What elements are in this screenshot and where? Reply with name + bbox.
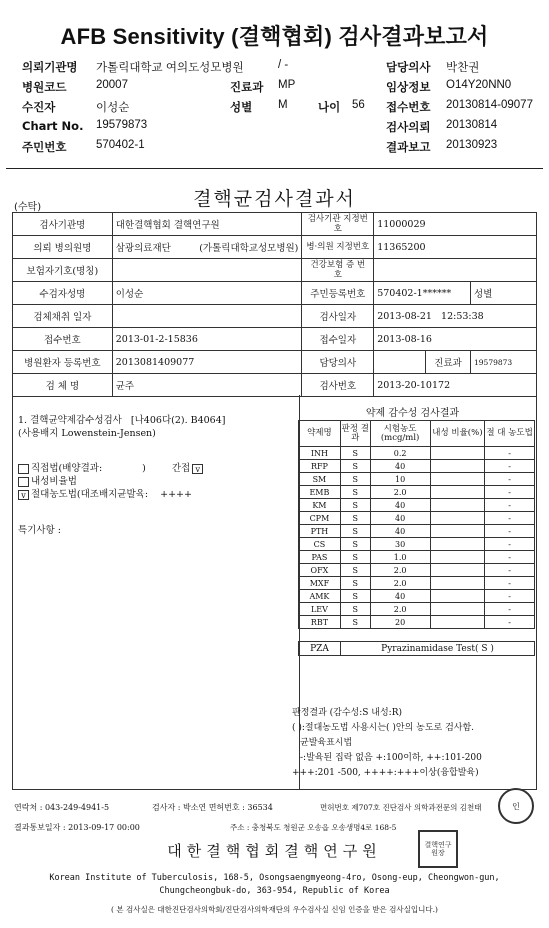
resistance-ratio xyxy=(430,538,485,551)
absolute-result: - xyxy=(485,564,535,577)
cell-label: 접수번호 xyxy=(13,328,113,351)
report-title: 결핵균검사결과서 xyxy=(193,188,356,210)
checkbox-proportion[interactable] xyxy=(18,477,29,487)
pza-label: PZA xyxy=(299,642,341,656)
absolute-result: - xyxy=(485,473,535,486)
result-row xyxy=(299,616,535,629)
value-department: MP xyxy=(278,79,296,91)
pza-row xyxy=(299,642,535,656)
absolute-result: - xyxy=(485,590,535,603)
cell-value: 570402-1****** xyxy=(374,282,471,305)
resistance-ratio xyxy=(430,564,485,577)
footer-license: 면허번호 제707호 진단검사 의학과전문의 김천태 xyxy=(320,803,482,812)
judgement: S xyxy=(340,551,370,564)
resistance-ratio xyxy=(430,447,485,460)
result-row xyxy=(299,603,535,616)
footer-phone: 연락처 : 043-249-4941-5 xyxy=(14,803,110,812)
sex-label: 성별 xyxy=(474,289,493,300)
drug-name: PAS xyxy=(299,551,341,564)
cell-label: 담당의사 xyxy=(302,351,374,374)
organization-name: 대한결핵협회결핵연구원 xyxy=(167,842,382,860)
footer-report-date: 결과통보일자 : 2013-09-17 00:00 xyxy=(14,823,140,832)
label-age: 나이 xyxy=(318,100,341,114)
concentration: 2.0 xyxy=(370,564,430,577)
judgement: S xyxy=(340,473,370,486)
table-row xyxy=(13,213,537,236)
value-hospital-code: 20007 xyxy=(96,79,128,91)
referring-clinic: 삼광의료재단 xyxy=(115,243,171,254)
label-chart-no: Chart No. xyxy=(22,119,84,133)
value-receipt-no: 20130814-09077 xyxy=(446,99,533,111)
cell-label: 접수일자 xyxy=(302,328,374,351)
consignment-mark: (수탁) xyxy=(14,202,42,213)
cell-label: 검사기관명 xyxy=(13,213,113,236)
resistance-ratio xyxy=(430,577,485,590)
result-row xyxy=(299,564,535,577)
cell-value: 균주 xyxy=(112,374,302,397)
cell-value xyxy=(112,259,302,282)
referring-hospital: (가톨릭대학교성모병원) xyxy=(199,243,299,254)
drug-name: INH xyxy=(299,447,341,460)
absolute-result: - xyxy=(485,499,535,512)
result-row xyxy=(299,538,535,551)
result-row xyxy=(299,577,535,590)
drug-name: RFP xyxy=(299,460,341,473)
certification-note: ( 본 검사실은 대한진단검사의학회/진단검사의학재단의 우수검사실 신임 인증을 받은 검사실입니다.) xyxy=(111,905,438,914)
concentration: 30 xyxy=(370,538,430,551)
checkbox-direct[interactable] xyxy=(18,464,29,474)
option-indirect-label: 간접 xyxy=(171,463,191,474)
result-row xyxy=(299,512,535,525)
label-report-date: 결과보고 xyxy=(386,140,431,154)
remarks-label: 특기사항 : xyxy=(18,525,61,536)
resistance-ratio xyxy=(430,525,485,538)
cell-value xyxy=(374,259,537,282)
cell-value: 11000029 xyxy=(374,213,537,236)
cell-value: 19579873 xyxy=(471,351,537,374)
cell-label: 검사기관 지정번호 xyxy=(302,213,374,236)
value-institution: 가톨릭대학교 여의도성모병원 xyxy=(96,62,244,74)
cell-label: 수검자성명 xyxy=(13,282,113,305)
label-clinical-info: 임상정보 xyxy=(386,80,431,94)
label-institution: 의뢰기관명 xyxy=(22,60,78,74)
label-request-date: 검사의뢰 xyxy=(386,120,431,134)
legend-line: 판정결과 (감수성:S 내성:R) xyxy=(292,708,402,718)
value-patient: 이성순 xyxy=(96,102,130,114)
cell-value xyxy=(374,351,426,374)
cell-value: 2013-01-2-15836 xyxy=(112,328,302,351)
test-code: [나406다(2). B4064] xyxy=(130,415,226,426)
results-table xyxy=(298,420,535,629)
table-row xyxy=(13,259,537,282)
resistance-ratio xyxy=(430,499,485,512)
judgement: S xyxy=(340,447,370,460)
option-direct xyxy=(18,460,205,474)
label-department: 진료과 xyxy=(230,80,264,94)
cell-label: 검사번호 xyxy=(302,374,374,397)
absolute-result: - xyxy=(485,512,535,525)
drug-name: PTH xyxy=(299,525,341,538)
cell-label: 주민등록번호 xyxy=(302,282,374,305)
absolute-result: - xyxy=(485,603,535,616)
cell-value: 2013081409077 xyxy=(112,351,302,374)
value-report-date: 20130923 xyxy=(446,139,498,151)
english-address-line1: Korean Institute of Tuberculosis, 168-5, Osongsaengmyeong-4ro, Osong-eup, Cheongwon-gun, xyxy=(49,873,500,883)
result-row xyxy=(299,525,535,538)
value-age: 56 xyxy=(352,99,365,111)
judgement: S xyxy=(340,564,370,577)
test-name-text: 1. 결핵균약제감수성검사 xyxy=(18,415,122,426)
header-judgement: 판정 결과 xyxy=(340,421,370,447)
absolute-result: - xyxy=(485,525,535,538)
control-growth: ++++ xyxy=(160,489,192,500)
result-row xyxy=(299,486,535,499)
judgement: S xyxy=(340,603,370,616)
cell-label: 의뢰 병의원명 xyxy=(13,236,113,259)
results-title: 약제 감수성 검사결과 xyxy=(365,408,460,419)
results-header-row xyxy=(299,421,535,447)
option-direct-close: ) xyxy=(142,463,146,474)
result-row xyxy=(299,447,535,460)
option-absolute xyxy=(18,486,192,500)
cell-value: 대한결핵협회 결핵연구원 xyxy=(112,213,302,236)
table-row xyxy=(13,282,537,305)
option-proportion xyxy=(18,473,77,487)
label-hospital-code: 병원코드 xyxy=(22,80,67,94)
absolute-result: - xyxy=(485,486,535,499)
report-info-table xyxy=(12,212,537,397)
concentration: 1.0 xyxy=(370,551,430,564)
judgement: S xyxy=(340,486,370,499)
cell-label: 보험자기호(명칭) xyxy=(13,259,113,282)
checkbox-absolute[interactable]: v xyxy=(18,490,29,500)
report-header-title: AFB Sensitivity (결핵협회) 검사결과보고서 xyxy=(60,24,489,49)
pza-table xyxy=(298,641,535,656)
legend-line: ( ):절대농도법 사용시는( )안의 농도로 검사함. xyxy=(292,723,475,733)
cell-label: 진료과 xyxy=(426,351,471,374)
judgement: S xyxy=(340,525,370,538)
legend xyxy=(292,706,535,781)
result-row xyxy=(299,460,535,473)
cell-value: 2013-20-10172 xyxy=(374,374,537,397)
table-row xyxy=(13,305,537,328)
judgement: S xyxy=(340,538,370,551)
english-address xyxy=(6,872,543,898)
label-resident-no: 주민번호 xyxy=(22,140,67,154)
drug-name: EMB xyxy=(299,486,341,499)
value-resident-no: 570402-1 xyxy=(96,139,145,151)
absolute-result: - xyxy=(485,538,535,551)
option-proportion-label: 내성비율법 xyxy=(31,476,77,487)
judgement: S xyxy=(340,577,370,590)
drug-name: OFX xyxy=(299,564,341,577)
value-sex: M xyxy=(278,99,288,111)
resistance-ratio xyxy=(430,473,485,486)
option-absolute-label: 절대농도법(대조배지균발육: xyxy=(31,489,149,500)
footer-examiner: 검사자 : 박소연 면허번호 : 36534 xyxy=(152,803,273,812)
judgement: S xyxy=(340,616,370,629)
drug-name: KM xyxy=(299,499,341,512)
pza-value: Pyrazinamidase Test( S ) xyxy=(341,642,535,656)
cell-label: 검사일자 xyxy=(302,305,374,328)
resistance-ratio xyxy=(430,512,485,525)
director-seal-icon: 결핵연구원장 xyxy=(418,830,458,868)
header-drug: 약제명 xyxy=(299,421,341,447)
header-concentration: 시험농도 (mcg/ml) xyxy=(370,421,430,447)
result-row xyxy=(299,590,535,603)
result-row xyxy=(299,551,535,564)
concentration: 20 xyxy=(370,616,430,629)
header-absolute-method: 절 대 농도법 xyxy=(485,421,535,447)
absolute-result: - xyxy=(485,460,535,473)
cell-value: 이성순 xyxy=(112,282,302,305)
header-resistance-ratio: 내성 비율(%) xyxy=(430,421,485,447)
cell-value xyxy=(471,282,537,305)
table-row xyxy=(13,351,537,374)
footer-address: 주소 : 충청북도 청원군 오송읍 오송생명4로 168-5 xyxy=(230,823,397,832)
concentration: 40 xyxy=(370,460,430,473)
judgement: S xyxy=(340,590,370,603)
checkbox-indirect[interactable]: v xyxy=(192,464,203,474)
legend-line: +++:201 -500, ++++:+++이상(융합발육) xyxy=(292,768,479,778)
result-row xyxy=(299,473,535,486)
test-name xyxy=(18,412,225,426)
absolute-result: - xyxy=(485,577,535,590)
concentration: 2.0 xyxy=(370,603,430,616)
resistance-ratio xyxy=(430,460,485,473)
english-address-line2: Chungcheongbuk-do, 363-954, Republic of Korea xyxy=(159,886,390,896)
label-patient: 수진자 xyxy=(22,100,56,114)
value-chart-no: 19579873 xyxy=(96,119,148,131)
results-body-rows xyxy=(299,447,535,629)
value-institution-dept: / - xyxy=(278,59,289,71)
concentration: 40 xyxy=(370,590,430,603)
cell-value xyxy=(112,236,302,259)
value-request-date: 20130814 xyxy=(446,119,498,131)
drug-name: RBT xyxy=(299,616,341,629)
absolute-result: - xyxy=(485,551,535,564)
judgement: S xyxy=(340,499,370,512)
concentration: 2.0 xyxy=(370,486,430,499)
legend-line: -:발육된 집락 없음 +:100이하, ++:101-200 xyxy=(300,753,482,763)
legend-line: 균발육표시법 xyxy=(300,738,353,748)
table-row xyxy=(13,328,537,351)
medium-used: (사용배지 Lowenstein-Jensen) xyxy=(18,428,156,439)
concentration: 0.2 xyxy=(370,447,430,460)
cell-value xyxy=(374,305,537,328)
drug-name: LEV xyxy=(299,603,341,616)
cell-value: 2013-08-16 xyxy=(374,328,537,351)
resistance-ratio xyxy=(430,603,485,616)
result-row xyxy=(299,499,535,512)
drug-name: SM xyxy=(299,473,341,486)
concentration: 40 xyxy=(370,525,430,538)
certification-seal-icon: 인 xyxy=(498,788,534,824)
cell-label: 검체채취 일자 xyxy=(13,305,113,328)
judgement: S xyxy=(340,512,370,525)
judgement: S xyxy=(340,460,370,473)
cell-label: 건강보험 증 번 호 xyxy=(302,259,374,282)
label-receipt-no: 접수번호 xyxy=(386,100,431,114)
concentration: 2.0 xyxy=(370,577,430,590)
cell-value xyxy=(112,305,302,328)
cell-label: 병원환자 등록번호 xyxy=(13,351,113,374)
table-row xyxy=(13,374,537,397)
drug-name: MXF xyxy=(299,577,341,590)
resistance-ratio xyxy=(430,551,485,564)
concentration: 10 xyxy=(370,473,430,486)
exam-time: 12:53:38 xyxy=(441,310,484,322)
concentration: 40 xyxy=(370,512,430,525)
value-doctor: 박찬권 xyxy=(446,62,480,74)
drug-name: CPM xyxy=(299,512,341,525)
resistance-ratio xyxy=(430,616,485,629)
drug-name: AMK xyxy=(299,590,341,603)
concentration: 40 xyxy=(370,499,430,512)
label-sex: 성별 xyxy=(230,100,253,114)
cell-label: 병·의원 지정번호 xyxy=(302,236,374,259)
option-direct-label: 직접법(배양결과: xyxy=(31,463,103,474)
table-row xyxy=(13,236,537,259)
cell-label: 검 체 명 xyxy=(13,374,113,397)
cell-value: 11365200 xyxy=(374,236,537,259)
exam-date: 2013-08-21 xyxy=(377,310,432,322)
absolute-result: - xyxy=(485,616,535,629)
value-clinical-info: O14Y20NN0 xyxy=(446,79,512,91)
resistance-ratio xyxy=(430,590,485,603)
label-doctor: 담당의사 xyxy=(386,60,431,74)
absolute-result: - xyxy=(485,447,535,460)
drug-name: CS xyxy=(299,538,341,551)
resistance-ratio xyxy=(430,486,485,499)
